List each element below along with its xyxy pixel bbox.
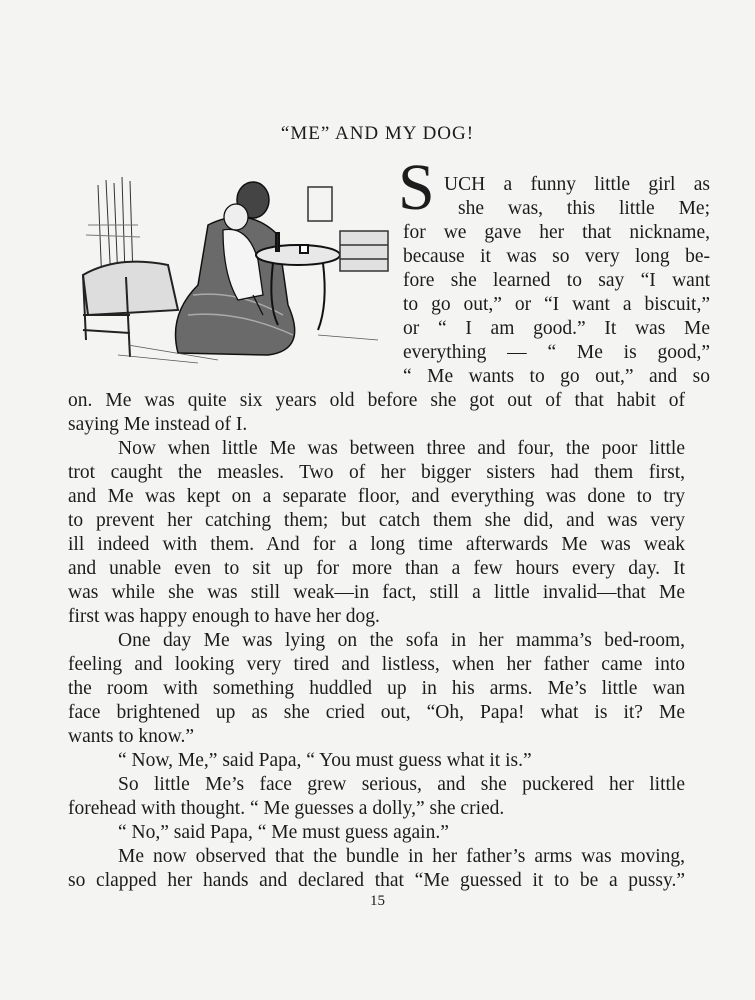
text-line: and Me was kept on a separate floor, and everything was done to try <box>68 486 685 507</box>
text-line: “ Me wants to go out,” and so <box>403 366 710 387</box>
text-line: or “ I am good.” It was Me <box>403 318 710 339</box>
text-line: for we gave her that nickname, <box>403 222 710 243</box>
text-line: everything — “ Me is good,” <box>403 342 710 363</box>
text-line: ill indeed with them. And for a long time afterwards Me was weak <box>68 534 685 555</box>
text-line: Now when little Me was between three and four, the poor little <box>118 438 685 459</box>
text-line: UCH a funny little girl as <box>444 174 710 195</box>
text-line: forehead with thought. “ Me guesses a dolly,” she cried. <box>68 798 505 819</box>
text-line: was while she was still weak—in fact, still a little invalid—that Me <box>68 582 685 603</box>
text-line: trot caught the measles. Two of her bigger sisters had them first, <box>68 462 685 483</box>
text-line: she was, this little Me; <box>458 198 710 219</box>
text-line: “ No,” said Papa, “ Me must guess again.” <box>118 822 449 843</box>
text-line: on. Me was quite six years old before she got out of that habit of <box>68 390 685 411</box>
text-line: So little Me’s face grew serious, and she puckered her little <box>118 774 685 795</box>
chapter-title: “ME” AND MY DOG! <box>280 123 475 144</box>
text-line: fore she learned to say “I want <box>403 270 710 291</box>
text-line: so clapped her hands and declared that “Me guessed it to be a pussy.” <box>68 870 685 891</box>
drop-cap: S <box>398 151 435 224</box>
text-line: to go out,” or “I want a biscuit,” <box>403 294 710 315</box>
text-line: feeling and looking very tired and listless, when her father came into <box>68 654 685 675</box>
text-line: because it was so very long be- <box>403 246 710 267</box>
text-line: face brightened up as she cried out, “Oh, Papa! what is it? Me <box>68 702 685 723</box>
text-line: Me now observed that the bundle in her father’s arms was moving, <box>118 846 685 867</box>
text-line: to prevent her catching them; but catch them she did, and was very <box>68 510 685 531</box>
engraving-illustration <box>78 165 390 365</box>
text-line: One day Me was lying on the sofa in her mamma’s bed-room, <box>118 630 685 651</box>
text-line: and unable even to sit up for more than a few hours every day. It <box>68 558 685 579</box>
page-number: 15 <box>370 893 385 909</box>
text-line: the room with something huddled up in his arms. Me’s little wan <box>68 678 685 699</box>
text-line: “ Now, Me,” said Papa, “ You must guess what it is.” <box>118 750 532 771</box>
text-line: first was happy enough to have her dog. <box>68 606 380 627</box>
text-line: saying Me instead of I. <box>68 414 248 435</box>
text-line: wants to know.” <box>68 726 195 747</box>
